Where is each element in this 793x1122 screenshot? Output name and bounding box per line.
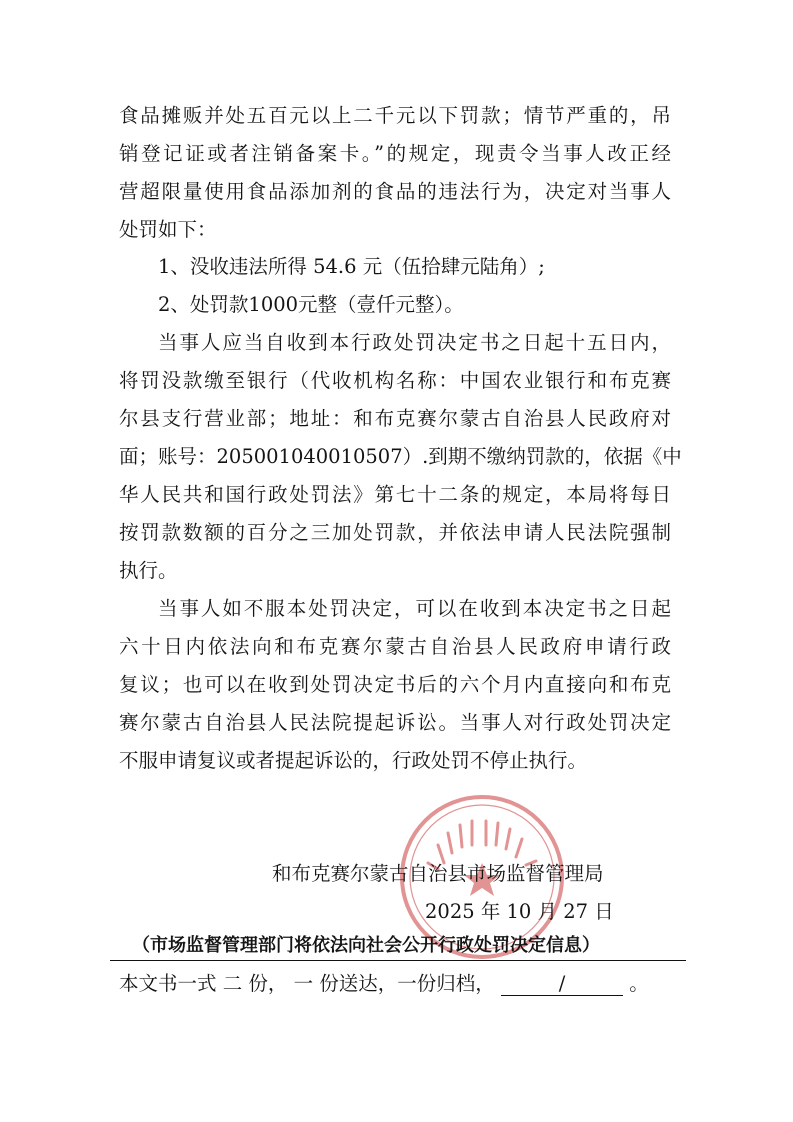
body-line: 华人民共和国行政处罚法》第七十二条的规定，本局将每日 — [119, 483, 671, 506]
body-line: 处罚如下： — [119, 218, 217, 241]
body-line: 将罚没款缴至银行（代收机构名称：中国农业银行和布克赛 — [119, 369, 671, 392]
body-line: 按罚款数额的百分之三加处罚款，并依法申请人民法院强制 — [119, 521, 671, 544]
copies-end: 。 — [629, 972, 649, 995]
publicity-notice: （市场监督管理部门将依法向社会公开行政处罚决定信息） — [132, 935, 600, 956]
body-line: 当事人应当自收到本行政处罚决定书之日起十五日内， — [158, 331, 671, 354]
body-line: 不服申请复议或者提起诉讼的，行政处罚不停止执行。 — [119, 749, 588, 772]
copies-footer — [119, 970, 649, 998]
archive-blank: / — [501, 973, 623, 996]
body-line: 食品摊贩并处五百元以上二千元以下罚款；情节严重的，吊 — [119, 104, 671, 127]
copies-text: 本文书一式 二 份， 一 份送达，一份归档， — [119, 972, 495, 995]
penalty-item-2: 2、处罚款1000元整（壹仟元整）。 — [158, 293, 464, 316]
body-line: 复议；也可以在收到处罚决定书后的六个月内直接向和布克 — [119, 673, 671, 696]
body-line: 营超限量使用食品添加剂的食品的违法行为，决定对当事人 — [119, 180, 671, 203]
body-line: 销登记证或者注销备案卡。”的规定，现责令当事人改正经 — [119, 142, 671, 165]
penalty-item-1: 1、没收违法所得 54.6 元（伍拾肆元陆角）; — [158, 255, 545, 278]
body-line: 六十日内依法向和布克赛尔蒙古自治县人民政府申请行政 — [119, 635, 671, 658]
issuer-name: 和布克赛尔蒙古自治县市场监督管理局 — [272, 862, 604, 885]
body-line: 尔县支行营业部；地址：和布克赛尔蒙古自治县人民政府对 — [119, 407, 671, 430]
issue-date: 2025 年 10 月 27 日 — [425, 900, 614, 923]
body-line: 赛尔蒙古自治县人民法院提起诉讼。当事人对行政处罚决定 — [119, 711, 671, 734]
body-line: 当事人如不服本处罚决定，可以在收到本决定书之日起 — [158, 597, 671, 620]
body-line: 面；账号：205001040010507）.到期不缴纳罚款的，依据《中 — [119, 445, 682, 468]
footer-divider — [110, 960, 686, 961]
body-line: 执行。 — [119, 559, 178, 582]
